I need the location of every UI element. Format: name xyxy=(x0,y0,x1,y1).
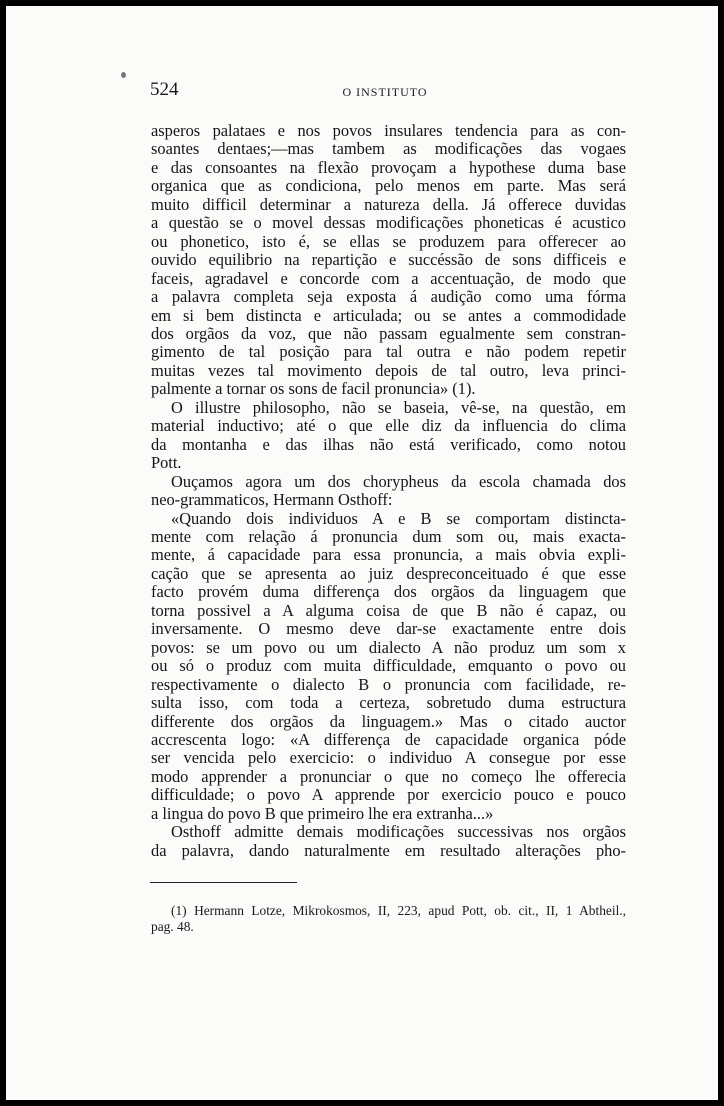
text-line: Ouçamos agora um dos chorypheus da escola chamada dos xyxy=(171,472,626,491)
text-line: muito difficil determinar a natureza della. Já offerece duvidas xyxy=(151,195,626,214)
ink-speck xyxy=(121,72,126,78)
page-number: 524 xyxy=(150,79,179,100)
text-line: mente, á capacidade para essa pronuncia, a mais obvia expli- xyxy=(151,546,626,565)
body-text xyxy=(151,122,626,860)
running-title: O INSTITUTO xyxy=(342,85,428,99)
text-line: povos: se um povo ou um dialecto A não produz um som x xyxy=(151,638,626,657)
text-line: accrescenta logo: «A differença de capacidade organica póde xyxy=(151,730,626,749)
text-line: «Quando dois individuos A e B se comportam distincta- xyxy=(171,509,626,528)
text-line: muitas vezes tal movimento depois de tal outro, leva princi- xyxy=(151,361,626,380)
text-line: ouvido equilibrio na repartição e succéssão de sons difficeis e xyxy=(151,251,626,270)
text-line: Osthoff admitte demais modificações successivas nos orgãos xyxy=(171,823,626,842)
footnote-line: pag. 48. xyxy=(151,919,194,934)
text-line: da montanha e das ilhas não está verificado, como notou xyxy=(151,435,626,454)
text-line: neo-grammaticos, Hermann Osthoff: xyxy=(151,491,393,510)
text-line: O illustre philosopho, não se baseia, vê-se, na questão, em xyxy=(171,398,626,417)
footnote xyxy=(151,903,626,935)
text-line: respectivamente o dialecto B o pronuncia com facilidade, re- xyxy=(151,675,626,694)
text-line: ser vencida pelo exercicio: o individuo A consegue por esse xyxy=(151,749,626,768)
text-line: em si bem distincta e articulada; ou se antes a commodidade xyxy=(151,306,626,325)
text-line: material inductivo; até o que elle diz da influencia do clima xyxy=(151,417,626,436)
footnote-line: (1) Hermann Lotze, Mikrokosmos, II, 223, apud Pott, ob. cit., II, 1 Abtheil., xyxy=(171,903,626,918)
footnote-rule xyxy=(150,882,297,883)
text-line: differente dos orgãos da linguagem.» Mas o citado auctor xyxy=(151,712,626,731)
text-line: a lingua do povo B que primeiro lhe era extranha...» xyxy=(151,804,494,823)
text-line: da palavra, dando naturalmente em resultado alterações pho- xyxy=(151,841,626,860)
text-line: palmente a tornar os sons de facil pronuncia» (1). xyxy=(151,380,476,399)
text-line: Pott. xyxy=(151,454,182,473)
text-line: soantes dentaes;—mas tambem as modificações das vogaes xyxy=(151,140,626,159)
text-line: torna possivel a A alguma coisa de que B não é capaz, ou xyxy=(151,601,626,620)
text-line: e das consoantes na flexão provoçam a hypothese duma base xyxy=(151,158,626,177)
text-line: organica que as condiciona, pelo menos em parte. Mas será xyxy=(151,177,626,196)
text-line: modo apprender a pronunciar o que no começo lhe offerecia xyxy=(151,767,626,786)
text-line: faceis, agradavel e concorde com a accentuação, de modo que xyxy=(151,269,626,288)
text-line: a questão se o movel dessas modificações phoneticas é acustico xyxy=(151,214,626,233)
text-line: cação que se apresenta ao juiz despreconceituado é que esse xyxy=(151,564,626,583)
text-line: a palavra completa seja exposta á audição como uma fórma xyxy=(151,288,626,307)
text-line: dos orgãos da voz, que não passam egualmente sem constran- xyxy=(151,324,626,343)
text-line: gimento de tal posição para tal outra e não podem repetir xyxy=(151,343,626,362)
text-line: facto provém duma differença dos orgãos da linguagem que xyxy=(151,583,626,602)
text-line: mente com relação á pronuncia dum som ou, mais exacta- xyxy=(151,527,626,546)
text-line: ou só o produz com muita difficuldade, emquanto o povo ou xyxy=(151,657,626,676)
text-line: inversamente. O mesmo deve dar-se exactamente entre dois xyxy=(151,620,626,639)
page-header xyxy=(150,79,620,103)
text-line: difficuldade; o povo A apprende por exercicio pouco e pouco xyxy=(151,786,626,805)
text-line: sulta isso, com toda a certeza, sobretudo duma estructura xyxy=(151,694,626,713)
text-line: ou phonetico, isto é, se ellas se produzem para offerecer ao xyxy=(151,232,626,251)
text-line: asperos palataes e nos povos insulares tendencia para as con- xyxy=(151,122,626,140)
